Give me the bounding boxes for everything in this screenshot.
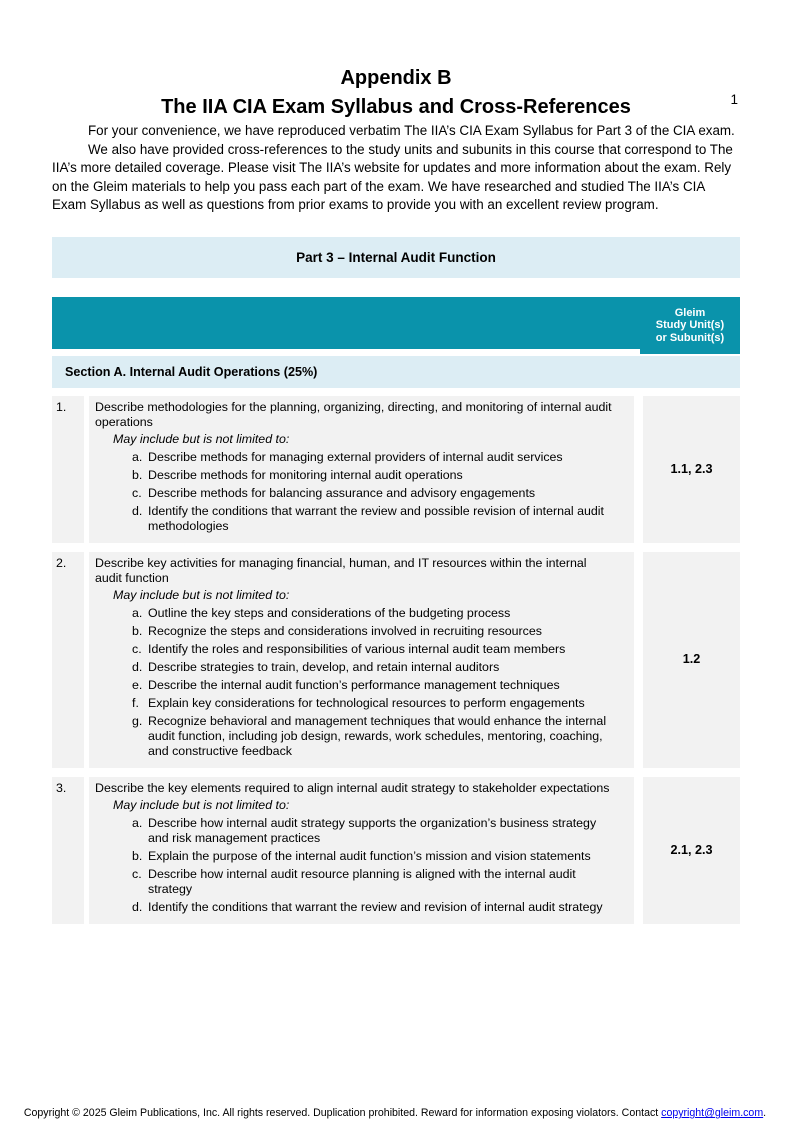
list-item-letter: c. <box>132 641 142 656</box>
list-item <box>95 816 616 846</box>
table-header <box>52 297 740 356</box>
copyright-text: Copyright © 2025 Gleim Publications, Inc. All rights reserved. Duplication prohibited. Reward for information exposing violators. Contact <box>23 1107 662 1119</box>
intro-section <box>52 122 740 215</box>
row-qualifier: May include but is not limited to: <box>113 797 290 812</box>
units-column-header <box>640 297 740 354</box>
list-item-letter: c. <box>132 866 142 881</box>
list-item-letter: b. <box>132 623 143 638</box>
intro-paragraph-2: We also have provided cross-references to the study units and subunits in this course that correspond to The IIA’s more detailed coverage. Please visit The IIA’s website for updates and more information about the exam. Rely on the Gleim materials to help you pass each part of the exam. We have researched and studied The IIA’s CIA Exam Syllabus as well as questions from prior exams to provide you with an excellent review program. <box>52 141 733 213</box>
table-row <box>52 552 740 768</box>
section-header-row <box>52 356 740 388</box>
table-row <box>52 777 740 924</box>
list-item <box>95 504 616 534</box>
part-banner <box>52 237 740 278</box>
row-study-units: 2.1, 2.3 <box>643 777 740 924</box>
row-study-units: 1.2 <box>643 552 740 768</box>
list-item-letter: b. <box>132 467 143 482</box>
row-statement: Describe methodologies for the planning, organizing, directing, and monitoring of internal audit operations <box>95 399 612 429</box>
units-header-line-1: Gleim <box>674 306 706 319</box>
table-header-bar <box>52 297 740 349</box>
part-banner-label: Part 3 – Internal Audit Function <box>296 249 496 265</box>
list-item <box>95 678 616 693</box>
list-item-letter: a. <box>132 449 143 464</box>
list-item-letter: d. <box>132 899 143 914</box>
list-item-text: Explain the purpose of the internal audit function’s mission and vision statements <box>148 848 591 863</box>
row-number: 3. <box>52 777 84 924</box>
list-item-text: Describe strategies to train, develop, and retain internal auditors <box>148 659 500 674</box>
page-content <box>0 64 790 924</box>
syllabus-table <box>52 297 740 924</box>
page-number: 1 <box>730 92 738 107</box>
title-line-2: The IIA CIA Exam Syllabus and Cross-References <box>161 96 631 118</box>
list-item <box>95 660 616 675</box>
list-item-letter: c. <box>132 485 142 500</box>
copyright-footer <box>0 1107 790 1119</box>
list-item-letter: g. <box>132 713 143 728</box>
intro-paragraph-1: For your convenience, we have reproduced verbatim The IIA’s CIA Exam Syllabus for Part 3 of the CIA exam. <box>88 123 735 138</box>
title-line-1: Appendix B <box>340 67 452 89</box>
row-number: 2. <box>52 552 84 768</box>
page-title <box>52 64 740 122</box>
row-statement: Describe the key elements required to align internal audit strategy to stakeholder expectations <box>95 780 610 795</box>
list-item-letter: a. <box>132 605 143 620</box>
row-study-units: 1.1, 2.3 <box>643 396 740 543</box>
list-item-text: Explain key considerations for technological resources to perform engagements <box>148 695 585 710</box>
list-item <box>95 606 616 621</box>
list-item-text: Describe methods for managing external providers of internal audit services <box>148 449 563 464</box>
copyright-email-link[interactable]: copyright@gleim.com <box>661 1107 764 1119</box>
list-item-text: Recognize behavioral and management techniques that would enhance the internal audit function, including job design, rewards, work schedules, mentoring, coaching, and constructive feedback <box>148 713 607 758</box>
list-item-letter: a. <box>132 815 143 830</box>
list-item-text: Outline the key steps and considerations of the budgeting process <box>148 605 511 620</box>
list-item-text: Describe methods for monitoring internal audit operations <box>148 467 463 482</box>
list-item-text: Describe the internal audit function’s performance management techniques <box>148 677 560 692</box>
list-item-text: Recognize the steps and considerations involved in recruiting resources <box>148 623 542 638</box>
row-qualifier: May include but is not limited to: <box>113 431 290 446</box>
copyright-text-end: . <box>763 1107 767 1119</box>
list-item-text: Identify the conditions that warrant the review and revision of internal audit strategy <box>148 899 603 914</box>
row-qualifier: May include but is not limited to: <box>113 587 290 602</box>
list-item <box>95 900 616 915</box>
units-header-line-3: or Subunit(s) <box>655 331 725 344</box>
list-item <box>95 642 616 657</box>
list-item-letter: d. <box>132 659 143 674</box>
list-item-text: Describe how internal audit resource planning is aligned with the internal audit strategy <box>148 866 576 896</box>
row-statement: Describe key activities for managing financial, human, and IT resources within the internal audit function <box>95 555 587 585</box>
list-item-letter: e. <box>132 677 143 692</box>
units-header-line-2: Study Unit(s) <box>655 319 725 332</box>
list-item <box>95 450 616 465</box>
list-item <box>95 624 616 639</box>
list-item <box>95 468 616 483</box>
list-item <box>95 849 616 864</box>
list-item-text: Identify the roles and responsibilities of various internal audit team members <box>148 641 566 656</box>
list-item-letter: f. <box>132 695 139 710</box>
list-item <box>95 696 616 711</box>
list-item <box>95 486 616 501</box>
list-item-text: Identify the conditions that warrant the review and possible revision of internal audit methodologies <box>148 503 604 533</box>
list-item-text: Describe how internal audit strategy supports the organization’s business strategy and risk management practices <box>148 815 597 845</box>
list-item-letter: b. <box>132 848 143 863</box>
row-content <box>89 552 634 768</box>
list-item-text: Describe methods for balancing assurance and advisory engagements <box>148 485 536 500</box>
list-item-letter: d. <box>132 503 143 518</box>
table-row <box>52 396 740 543</box>
list-item <box>95 867 616 897</box>
section-header-label: Section A. Internal Audit Operations (25%) <box>65 364 318 379</box>
list-item <box>95 714 616 759</box>
row-content <box>89 777 634 924</box>
row-content <box>89 396 634 543</box>
row-number: 1. <box>52 396 84 543</box>
